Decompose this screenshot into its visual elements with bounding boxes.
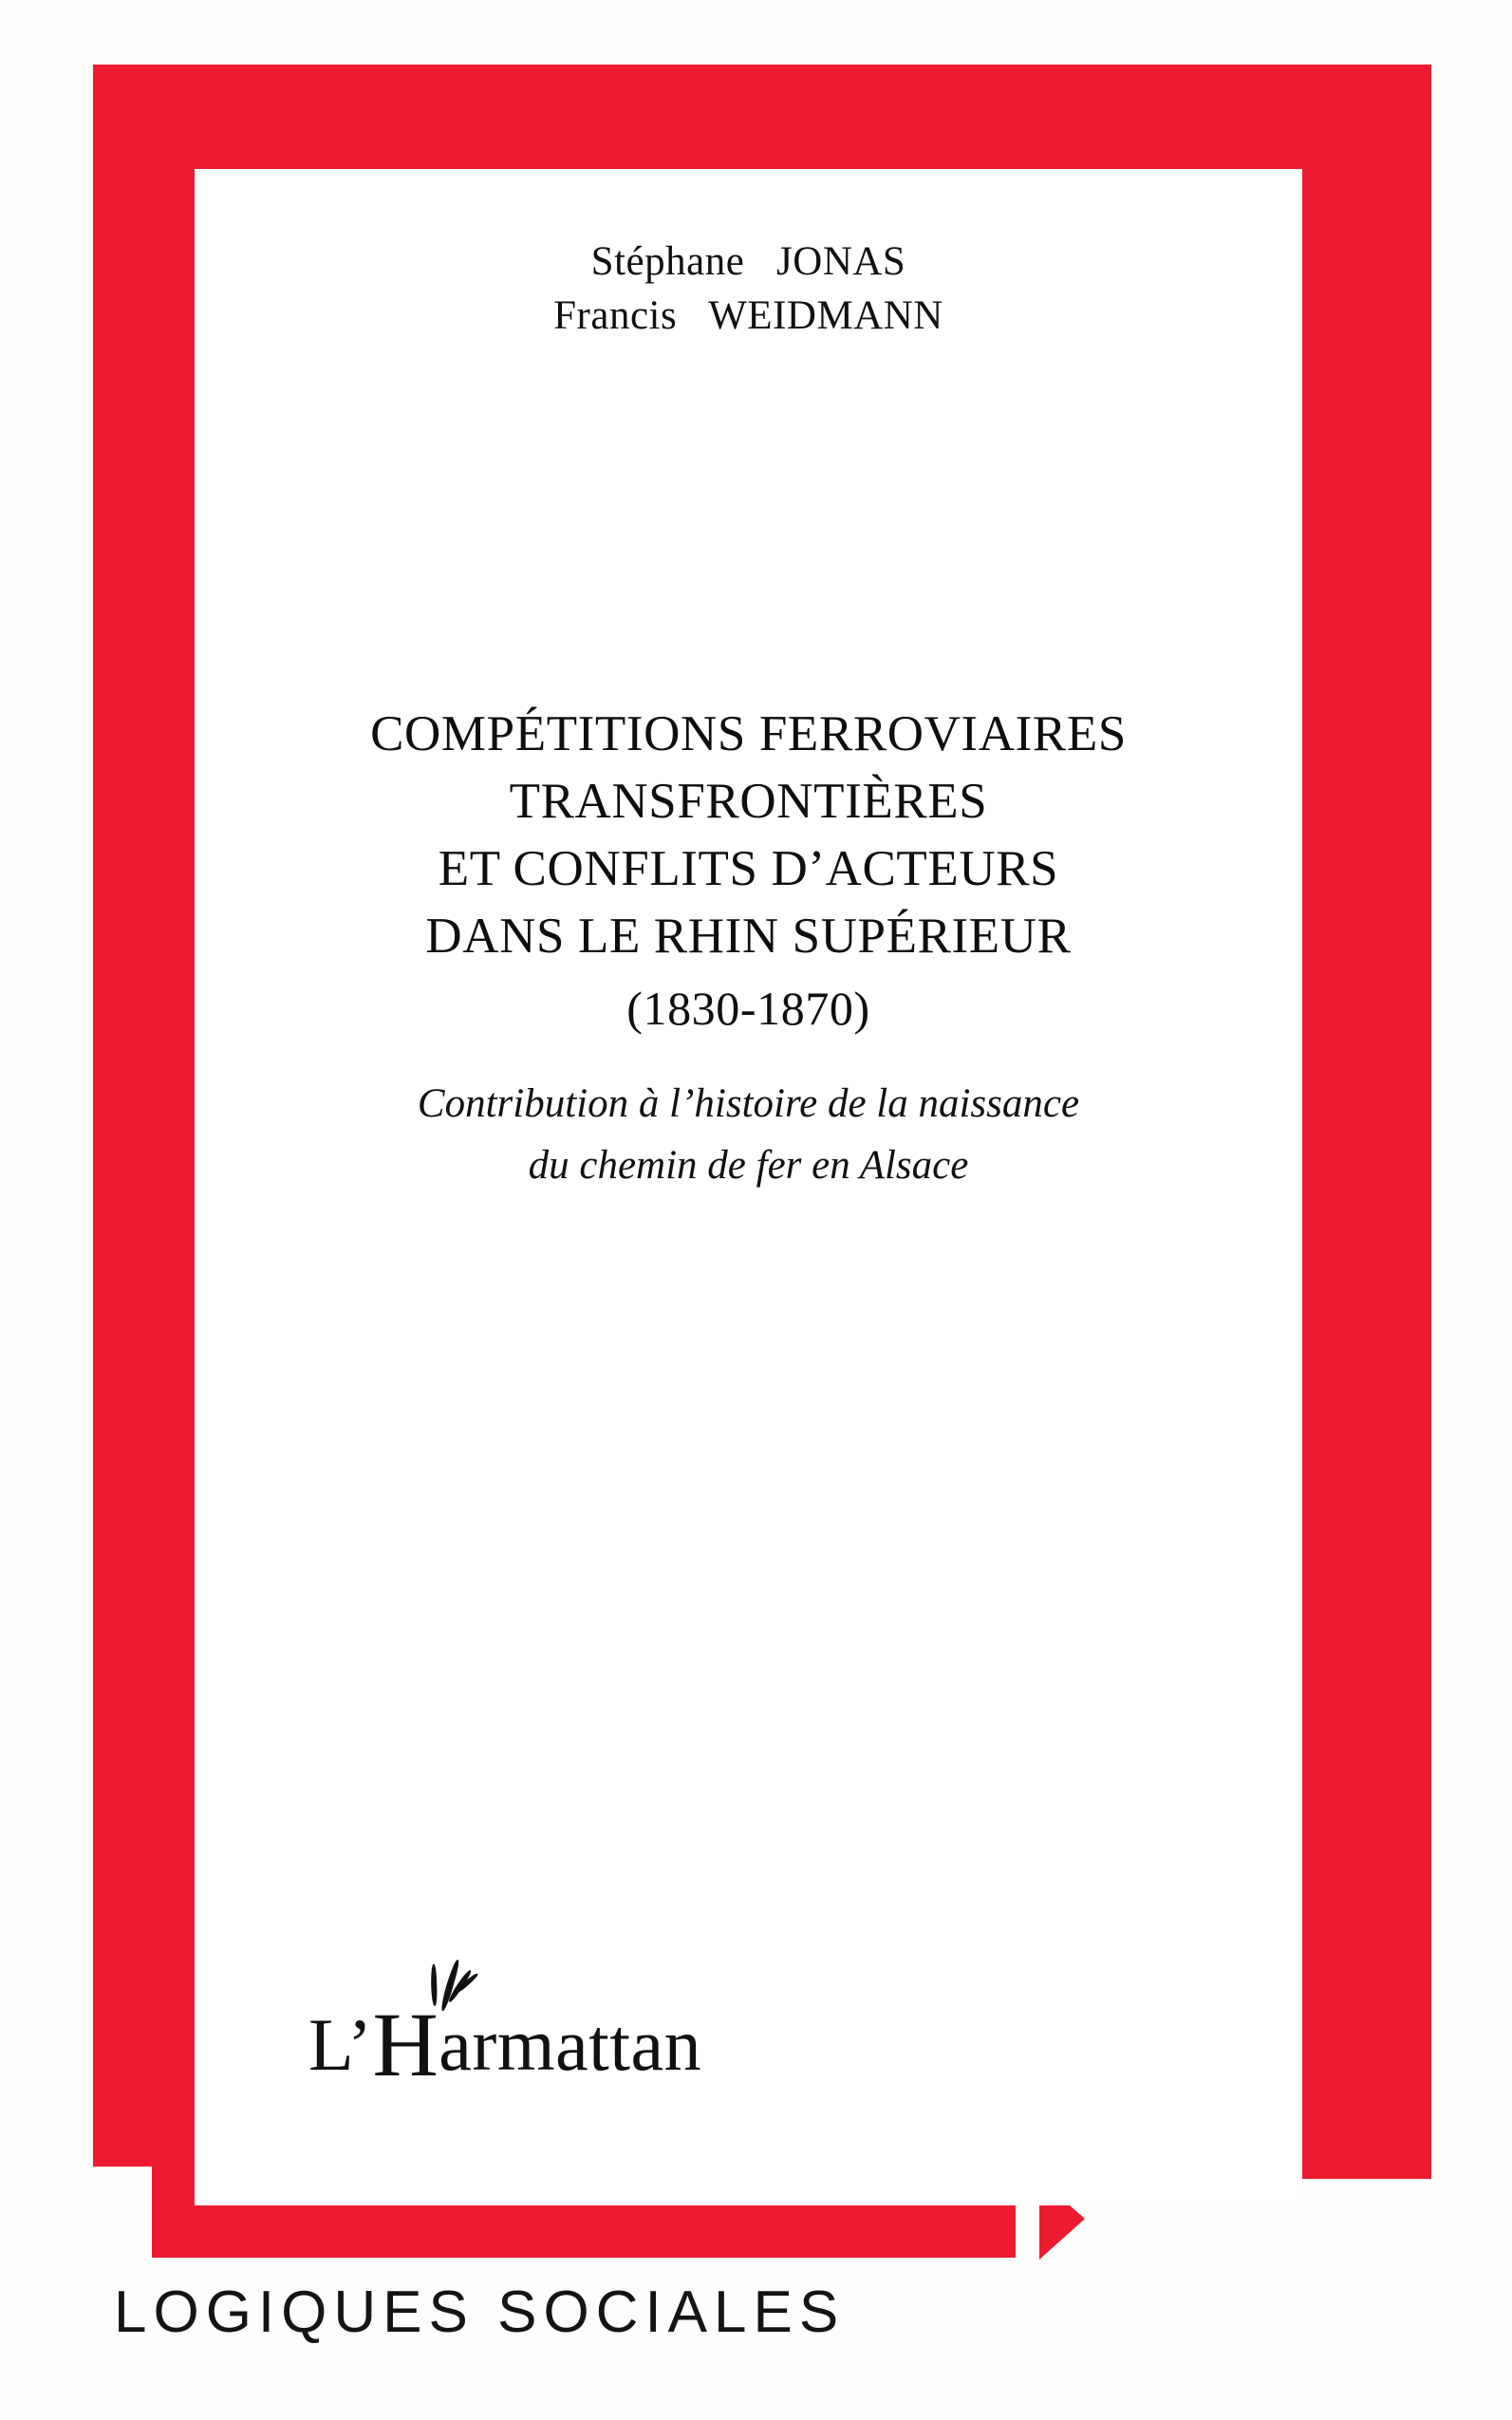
publisher-logo bbox=[308, 1949, 802, 2095]
author-line bbox=[195, 290, 1302, 344]
title-line: COMPÉTITIONS FERROVIAIRES bbox=[370, 706, 1127, 761]
author-first-name: Stéphane bbox=[590, 239, 745, 284]
title-line: TRANSFRONTIÈRES bbox=[509, 774, 988, 830]
author-last-name: JONAS bbox=[776, 239, 906, 284]
frame-notch-left bbox=[93, 2134, 152, 2260]
publisher-name-rest: armattan bbox=[439, 2003, 702, 2086]
author-last-name: WEIDMANN bbox=[708, 292, 943, 338]
title-line: DANS LE RHIN SUPÉRIEUR bbox=[425, 909, 1072, 965]
publisher-wordmark bbox=[308, 1986, 702, 2095]
subtitle-line: Contribution à l’histoire de la naissance bbox=[417, 1081, 1080, 1126]
publisher-name-prefix: L’ bbox=[308, 2003, 373, 2086]
subtitle-line: du chemin de fer en Alsace bbox=[528, 1143, 969, 1189]
author-block bbox=[195, 235, 1302, 344]
author-first-name: Francis bbox=[553, 292, 678, 338]
series-name: LOGIQUES SOCIALES bbox=[114, 2279, 846, 2345]
publisher-name-cap: H bbox=[372, 1994, 439, 2095]
book-subtitle bbox=[195, 1073, 1302, 1197]
title-line: ET CONFLITS D’ACTEURS bbox=[438, 841, 1059, 897]
book-title bbox=[195, 701, 1302, 1046]
title-year-range: (1830-1870) bbox=[626, 982, 870, 1036]
series-band bbox=[114, 2279, 1158, 2364]
cover-white-panel bbox=[195, 169, 1302, 2205]
author-line bbox=[195, 235, 1302, 290]
